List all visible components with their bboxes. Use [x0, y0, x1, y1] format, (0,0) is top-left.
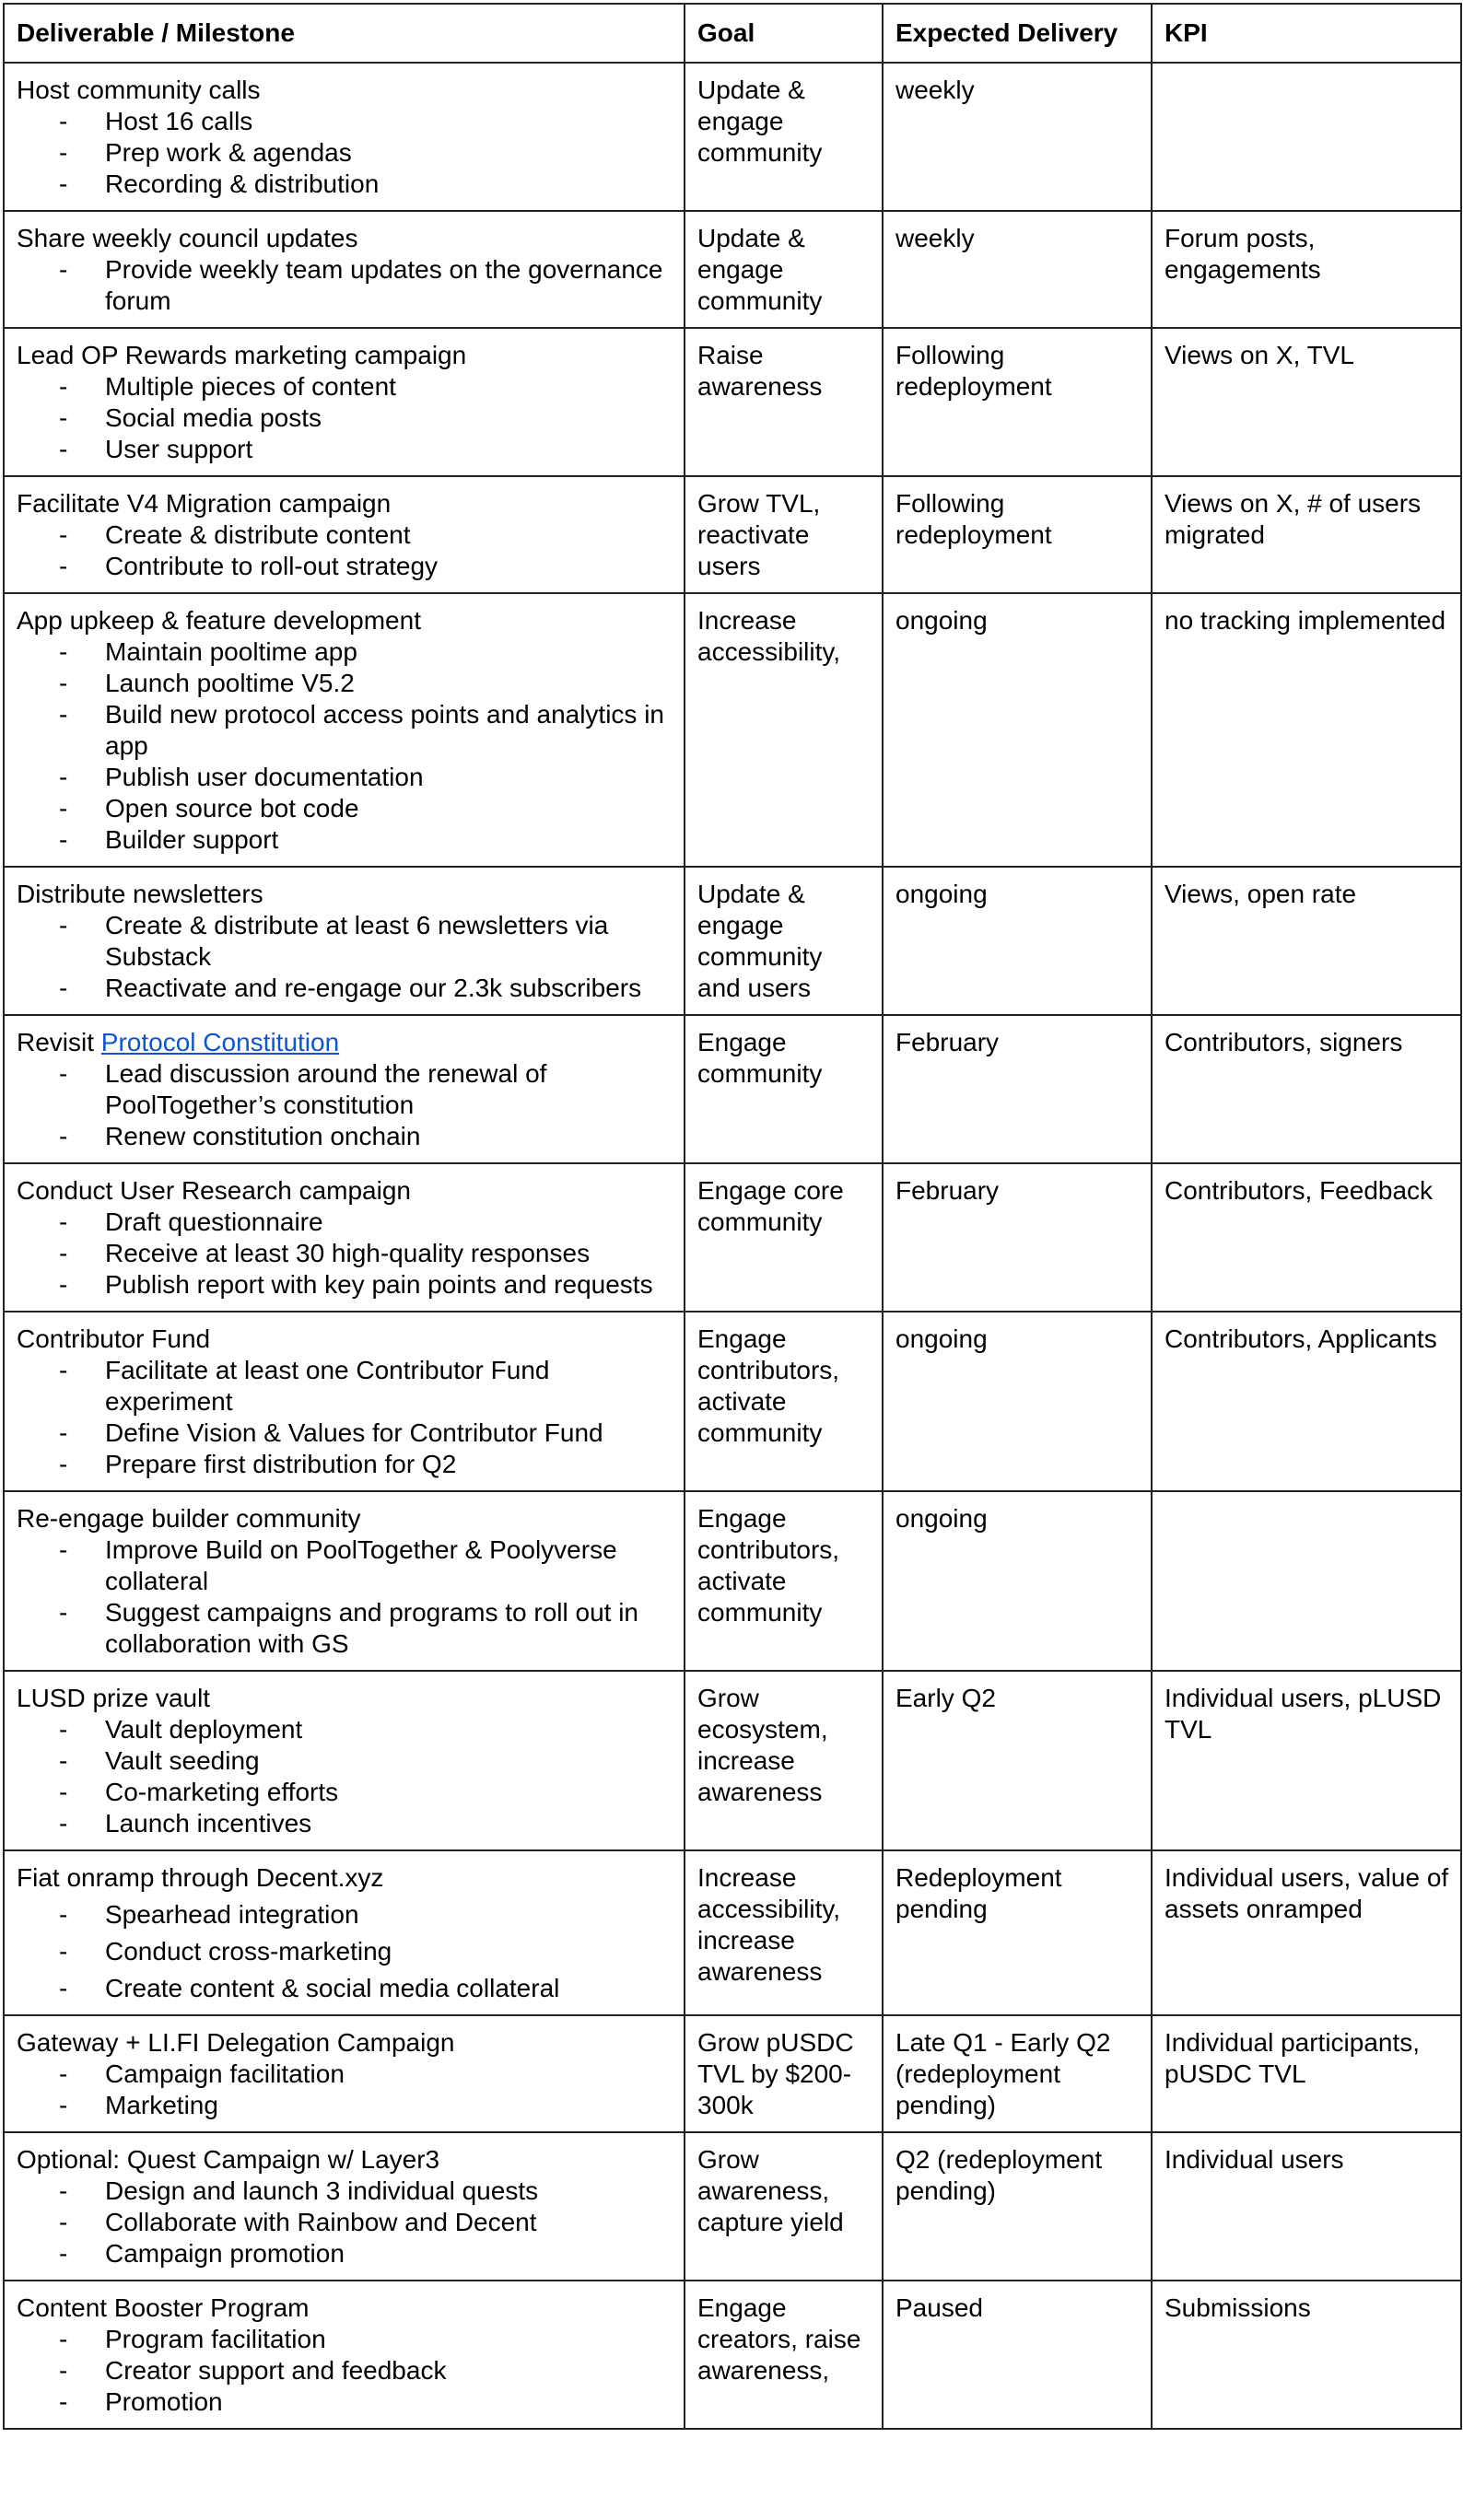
expected-delivery-cell: Following redeployment [883, 476, 1152, 593]
expected-delivery-cell: ongoing [883, 1312, 1152, 1491]
goal-cell: Update & engage community [685, 63, 883, 211]
header-kpi: KPI [1152, 4, 1461, 63]
deliverable-cell [4, 1312, 685, 1491]
deliverable-cell [4, 328, 685, 476]
deliverable-cell [4, 63, 685, 211]
expected-delivery-cell: weekly [883, 211, 1152, 328]
goal-cell: Increase accessibility, [685, 593, 883, 867]
deliverable-bullets [17, 2059, 673, 2121]
list-item: - User support [17, 434, 673, 465]
header-row [4, 4, 1461, 63]
list-item: - Campaign facilitation [17, 2059, 673, 2090]
deliverable-bullets [17, 1714, 673, 1839]
deliverable-bullets [17, 910, 673, 1004]
deliverable-title-line [17, 1027, 673, 1058]
deliverable-bullets [17, 1355, 673, 1480]
list-item: - Launch pooltime V5.2 [17, 668, 673, 699]
table-row [4, 2281, 1461, 2429]
expected-delivery-cell: Q2 (redeployment pending) [883, 2132, 1152, 2281]
deliverable-title: Contributor Fund [17, 1324, 211, 1353]
kpi-cell: Contributors, signers [1152, 1015, 1461, 1163]
list-item: - Contribute to roll-out strategy [17, 551, 673, 582]
deliverable-title-line [17, 223, 673, 254]
deliverable-title-line [17, 2292, 673, 2324]
list-item: - Launch incentives [17, 1808, 673, 1839]
deliverable-title: Fiat onramp through Decent.xyz [17, 1863, 384, 1892]
goal-cell: Update & engage community and users [685, 867, 883, 1015]
goal-cell: Update & engage community [685, 211, 883, 328]
table-row [4, 1015, 1461, 1163]
deliverable-cell [4, 1671, 685, 1850]
protocol-constitution-link[interactable]: Protocol Constitution [100, 1028, 340, 1056]
deliverable-title: Share weekly council updates [17, 224, 358, 252]
deliverable-cell [4, 1850, 685, 2015]
deliverable-title-line [17, 1862, 673, 1894]
deliverable-title: App upkeep & feature development [17, 606, 421, 635]
deliverable-title-line [17, 2144, 673, 2176]
deliverable-bullets [17, 1534, 673, 1660]
deliverable-title-line [17, 1175, 673, 1207]
kpi-cell: Individual participants, pUSDC TVL [1152, 2015, 1461, 2132]
deliverable-bullets [17, 2324, 673, 2418]
kpi-cell [1152, 63, 1461, 211]
deliverable-title-line [17, 1683, 673, 1714]
deliverables-table [3, 3, 1462, 2430]
header-expected-delivery: Expected Delivery [883, 4, 1152, 63]
deliverable-cell [4, 211, 685, 328]
deliverable-title: Re-engage builder community [17, 1504, 361, 1533]
deliverable-title-line [17, 340, 673, 371]
list-item: - Collaborate with Rainbow and Decent [17, 2207, 673, 2238]
deliverable-bullets [17, 1899, 673, 2004]
deliverable-bullets [17, 636, 673, 856]
table-row [4, 593, 1461, 867]
expected-delivery-cell: Following redeployment [883, 328, 1152, 476]
table-row [4, 1491, 1461, 1671]
list-item: - Create & distribute at least 6 newsletters via Substack [17, 910, 673, 973]
goal-cell: Increase accessibility, increase awareness [685, 1850, 883, 2015]
goal-cell: Grow ecosystem, increase awareness [685, 1671, 883, 1850]
kpi-cell: Contributors, Applicants [1152, 1312, 1461, 1491]
expected-delivery-cell: weekly [883, 63, 1152, 211]
deliverable-cell [4, 2132, 685, 2281]
kpi-cell: Forum posts, engagements [1152, 211, 1461, 328]
deliverable-title: Gateway + LI.FI Delegation Campaign [17, 2028, 455, 2057]
list-item: - Builder support [17, 824, 673, 856]
list-item: - Prepare first distribution for Q2 [17, 1449, 673, 1480]
kpi-cell: Individual users, value of assets onramped [1152, 1850, 1461, 2015]
deliverable-bullets [17, 254, 673, 317]
deliverable-bullets [17, 106, 673, 200]
kpi-cell: Views, open rate [1152, 867, 1461, 1015]
list-item: - Promotion [17, 2386, 673, 2418]
deliverable-cell [4, 1491, 685, 1671]
list-item: - Co-marketing efforts [17, 1777, 673, 1808]
deliverable-title: Optional: Quest Campaign w/ Layer3 [17, 2145, 440, 2174]
kpi-cell: Views on X, # of users migrated [1152, 476, 1461, 593]
goal-cell: Grow pUSDC TVL by $200-300k [685, 2015, 883, 2132]
list-item: - Publish user documentation [17, 762, 673, 793]
deliverable-bullets [17, 2176, 673, 2269]
list-item: - Campaign promotion [17, 2238, 673, 2269]
expected-delivery-cell: Early Q2 [883, 1671, 1152, 1850]
expected-delivery-cell: ongoing [883, 593, 1152, 867]
list-item: - Creator support and feedback [17, 2355, 673, 2386]
list-item: - Conduct cross-marketing [17, 1936, 673, 1967]
list-item: - Reactivate and re-engage our 2.3k subscribers [17, 973, 673, 1004]
list-item: - Spearhead integration [17, 1899, 673, 1931]
table-row [4, 1312, 1461, 1491]
deliverable-title: Lead OP Rewards marketing campaign [17, 341, 467, 369]
table-body [4, 63, 1461, 2429]
list-item: - Suggest campaigns and programs to roll out in collaboration with GS [17, 1597, 673, 1660]
deliverable-title-line [17, 879, 673, 910]
list-item: - Social media posts [17, 402, 673, 434]
deliverable-title-line [17, 1324, 673, 1355]
list-item: - Host 16 calls [17, 106, 673, 137]
goal-cell: Engage contributors, activate community [685, 1491, 883, 1671]
goal-cell: Grow awareness, capture yield [685, 2132, 883, 2281]
goal-cell: Engage core community [685, 1163, 883, 1312]
list-item: - Renew constitution onchain [17, 1121, 673, 1152]
kpi-cell: Individual users, pLUSD TVL [1152, 1671, 1461, 1850]
deliverable-title-line [17, 1503, 673, 1534]
deliverable-title-line [17, 488, 673, 519]
kpi-cell: Views on X, TVL [1152, 328, 1461, 476]
deliverable-title: LUSD prize vault [17, 1684, 211, 1712]
expected-delivery-cell: Late Q1 - Early Q2 (redeployment pending) [883, 2015, 1152, 2132]
deliverable-bullets [17, 371, 673, 465]
list-item: - Define Vision & Values for Contributor Fund [17, 1418, 673, 1449]
table-row [4, 1850, 1461, 2015]
deliverable-title-line [17, 605, 673, 636]
deliverable-title: Conduct User Research campaign [17, 1176, 411, 1205]
kpi-cell: no tracking implemented [1152, 593, 1461, 867]
list-item: - Multiple pieces of content [17, 371, 673, 402]
table-row [4, 63, 1461, 211]
list-item: - Prep work & agendas [17, 137, 673, 169]
list-item: - Receive at least 30 high-quality responses [17, 1238, 673, 1269]
kpi-cell: Submissions [1152, 2281, 1461, 2429]
list-item: - Facilitate at least one Contributor Fund experiment [17, 1355, 673, 1418]
list-item: - Design and launch 3 individual quests [17, 2176, 673, 2207]
deliverable-bullets [17, 1207, 673, 1301]
kpi-cell: Individual users [1152, 2132, 1461, 2281]
expected-delivery-cell: February [883, 1015, 1152, 1163]
list-item: - Recording & distribution [17, 169, 673, 200]
list-item: - Create & distribute content [17, 519, 673, 551]
deliverable-cell [4, 2015, 685, 2132]
table-row [4, 211, 1461, 328]
expected-delivery-cell: Redeployment pending [883, 1850, 1152, 2015]
kpi-cell [1152, 1491, 1461, 1671]
kpi-cell: Contributors, Feedback [1152, 1163, 1461, 1312]
table-row [4, 1671, 1461, 1850]
deliverable-cell [4, 2281, 685, 2429]
list-item: - Improve Build on PoolTogether & Poolyverse collateral [17, 1534, 673, 1597]
deliverable-cell [4, 593, 685, 867]
deliverable-title: Revisit [17, 1028, 95, 1056]
deliverable-cell [4, 1163, 685, 1312]
deliverable-cell [4, 867, 685, 1015]
table-row [4, 1163, 1461, 1312]
list-item: - Marketing [17, 2090, 673, 2121]
deliverable-title: Distribute newsletters [17, 880, 263, 908]
list-item: - Create content & social media collateral [17, 1973, 673, 2004]
table-row [4, 867, 1461, 1015]
list-item: - Provide weekly team updates on the governance forum [17, 254, 673, 317]
list-item: - Lead discussion around the renewal of PoolTogether’s constitution [17, 1058, 673, 1121]
list-item: - Build new protocol access points and analytics in app [17, 699, 673, 762]
expected-delivery-cell: Paused [883, 2281, 1152, 2429]
list-item: - Open source bot code [17, 793, 673, 824]
header-goal: Goal [685, 4, 883, 63]
expected-delivery-cell: ongoing [883, 867, 1152, 1015]
deliverable-bullets [17, 1058, 673, 1152]
header-deliverable: Deliverable / Milestone [4, 4, 685, 63]
deliverable-title: Facilitate V4 Migration campaign [17, 489, 392, 518]
goal-cell: Raise awareness [685, 328, 883, 476]
deliverable-title-line [17, 2027, 673, 2059]
list-item: - Vault seeding [17, 1745, 673, 1777]
deliverable-cell [4, 1015, 685, 1163]
deliverable-bullets [17, 519, 673, 582]
deliverable-title: Content Booster Program [17, 2293, 310, 2322]
list-item: - Program facilitation [17, 2324, 673, 2355]
table-row [4, 2015, 1461, 2132]
list-item: - Publish report with key pain points and requests [17, 1269, 673, 1301]
goal-cell: Engage community [685, 1015, 883, 1163]
expected-delivery-cell: February [883, 1163, 1152, 1312]
table-row [4, 2132, 1461, 2281]
expected-delivery-cell: ongoing [883, 1491, 1152, 1671]
table-row [4, 328, 1461, 476]
deliverable-cell [4, 476, 685, 593]
list-item: - Maintain pooltime app [17, 636, 673, 668]
deliverable-title: Host community calls [17, 76, 261, 104]
goal-cell: Engage creators, raise awareness, [685, 2281, 883, 2429]
deliverable-title-line [17, 75, 673, 106]
list-item: - Vault deployment [17, 1714, 673, 1745]
goal-cell: Engage contributors, activate community [685, 1312, 883, 1491]
goal-cell: Grow TVL, reactivate users [685, 476, 883, 593]
list-item: - Draft questionnaire [17, 1207, 673, 1238]
table-row [4, 476, 1461, 593]
